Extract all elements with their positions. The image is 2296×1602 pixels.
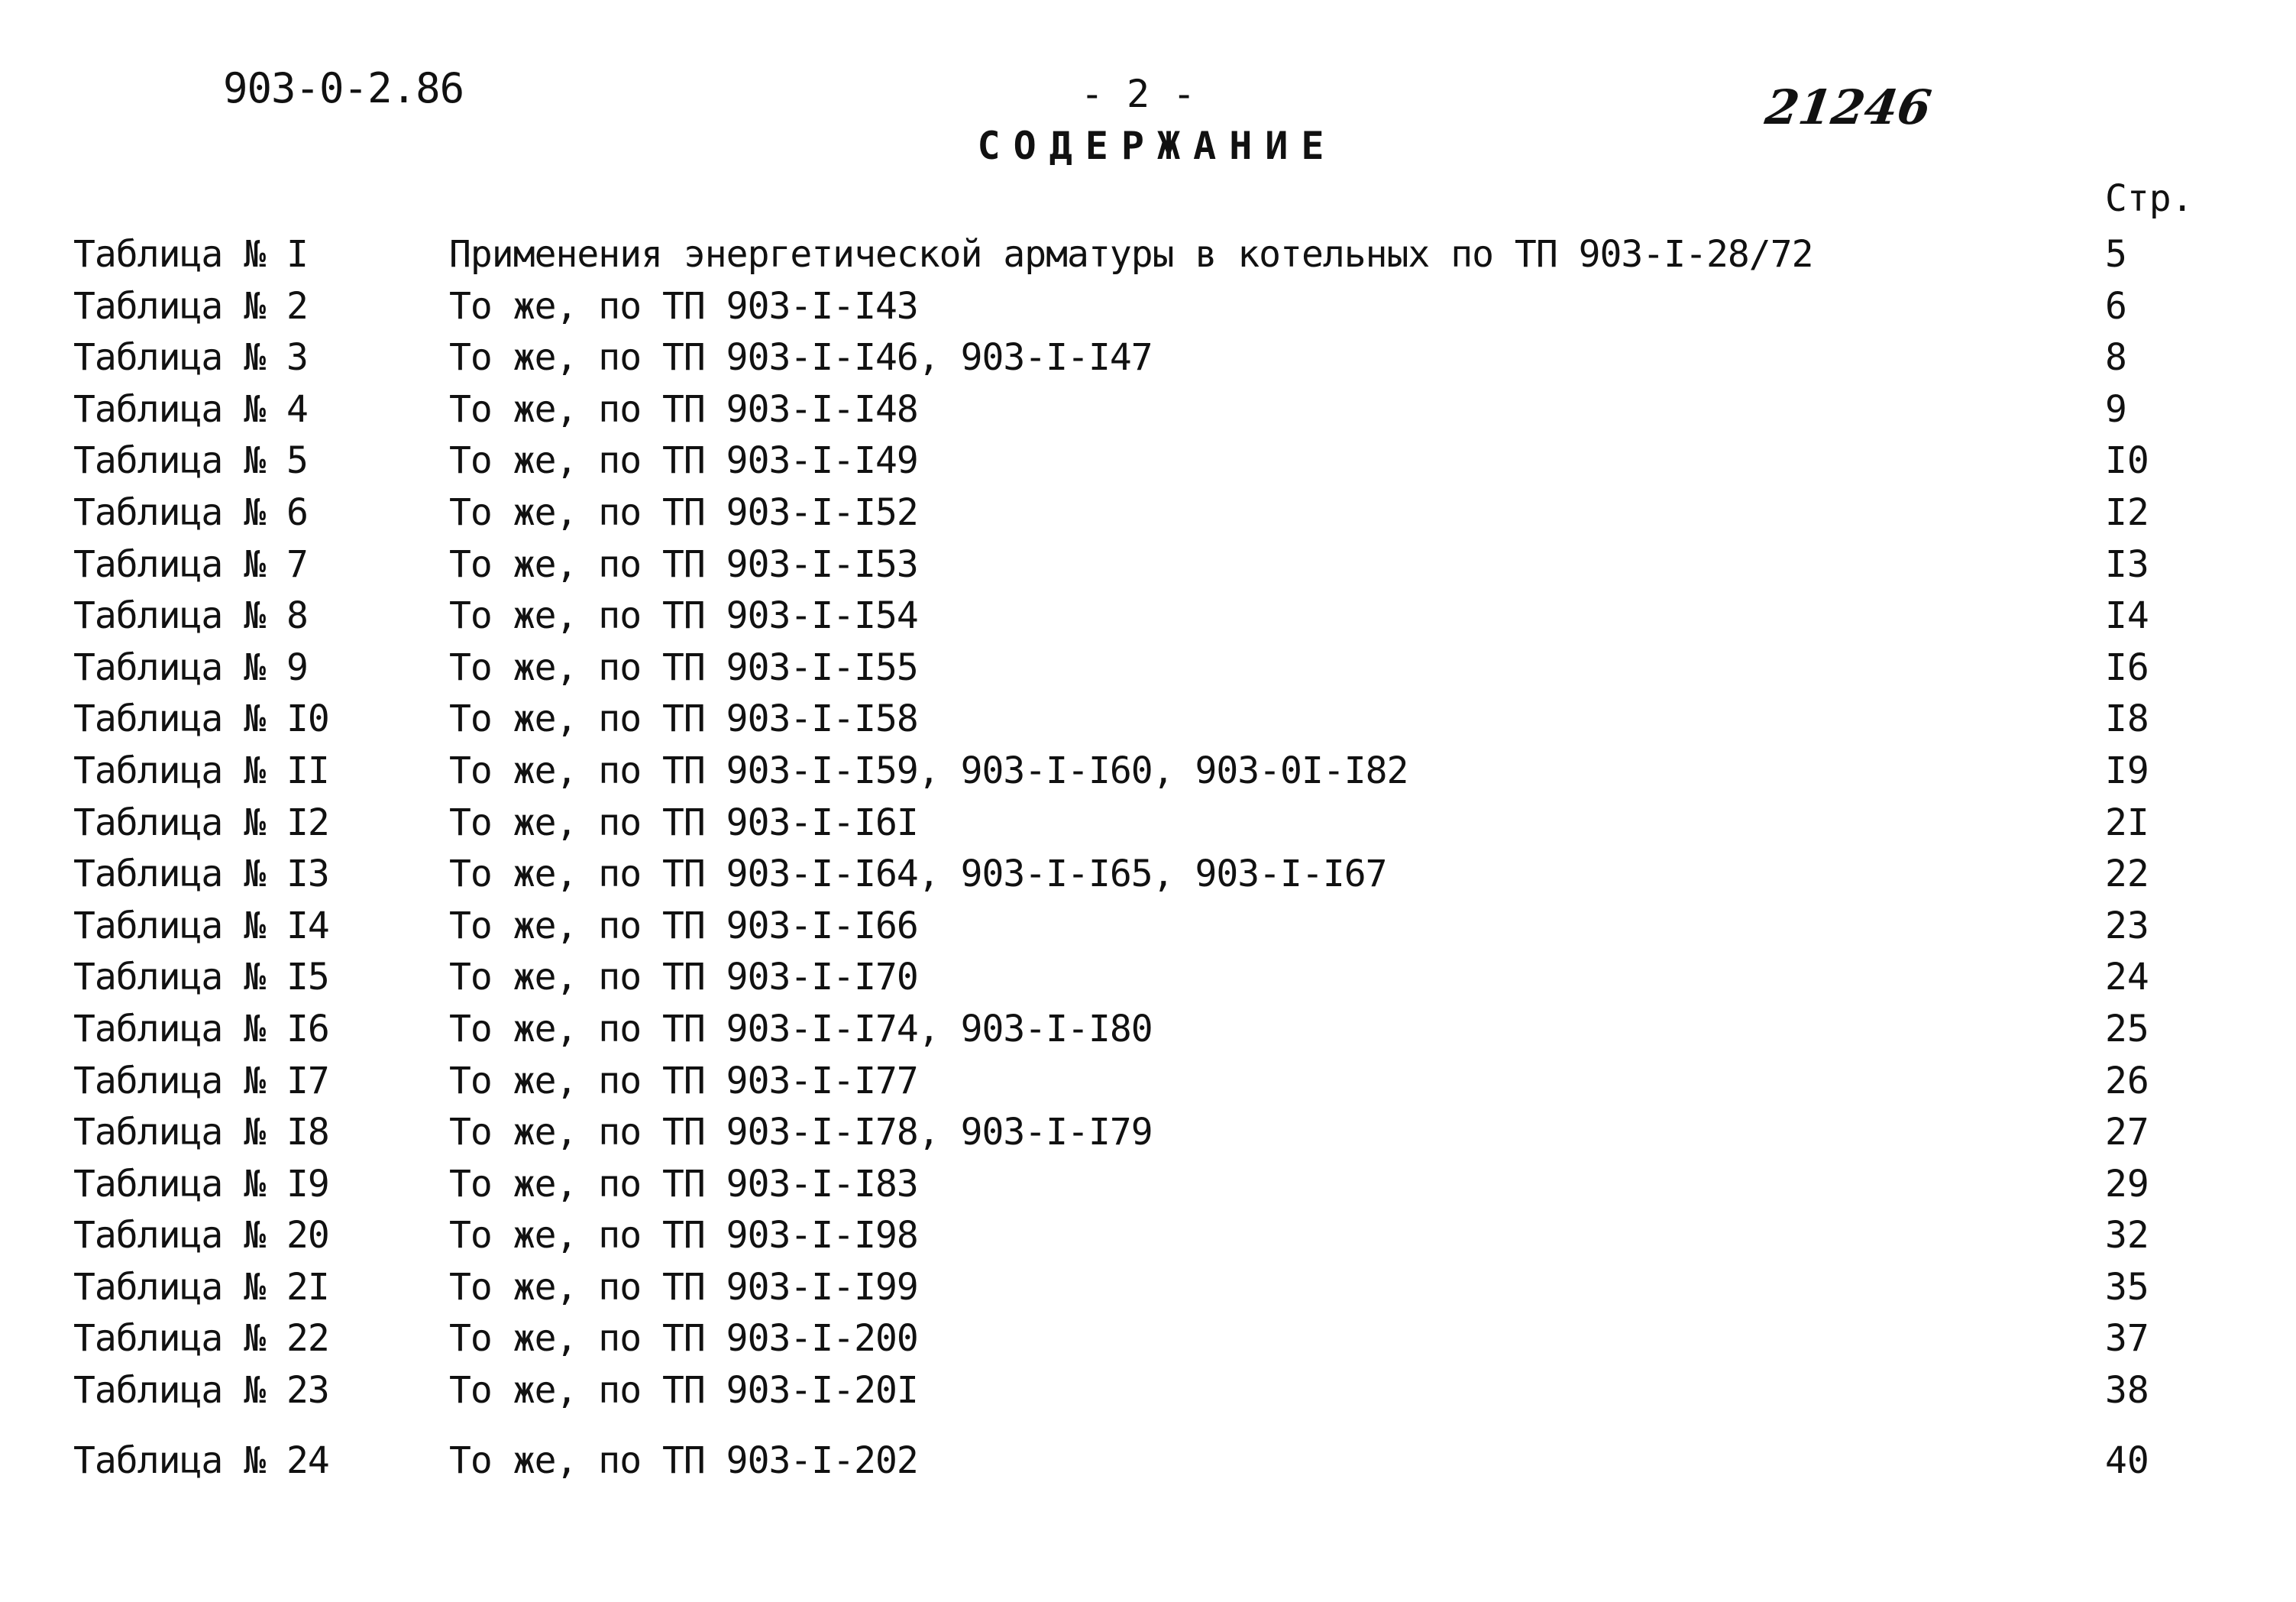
toc-description: То же, по ТП 903-I-200 xyxy=(449,1317,918,1361)
toc-description: То же, по ТП 903-I-20I xyxy=(449,1369,918,1413)
toc-description: То же, по ТП 903-I-I70 xyxy=(449,956,918,999)
toc-description: То же, по ТП 903-I-I77 xyxy=(449,1059,918,1102)
toc-page-number: I6 xyxy=(2105,646,2149,689)
toc-page-number: 9 xyxy=(2105,387,2127,431)
toc-row-19 xyxy=(73,1159,2174,1211)
toc-description: То же, по ТП 903-I-I83 xyxy=(449,1162,918,1206)
toc-row-16 xyxy=(73,1004,2174,1056)
toc-label: Таблица № I5 xyxy=(73,956,329,999)
toc-description: То же, по ТП 903-I-I99 xyxy=(449,1265,918,1309)
toc-label: Таблица № 2 xyxy=(73,284,308,328)
page-number: - 2 - xyxy=(1080,72,1196,116)
toc-page-number: 8 xyxy=(2105,336,2127,380)
toc-description: То же, по ТП 903-I-I54 xyxy=(449,594,918,638)
toc-row-23 xyxy=(73,1365,2174,1417)
toc-row-11 xyxy=(73,746,2174,798)
toc-page-number: I2 xyxy=(2105,490,2149,534)
toc-label: Таблица № I3 xyxy=(73,853,329,896)
toc-row-18 xyxy=(73,1107,2174,1159)
toc-page-number: 24 xyxy=(2105,956,2149,999)
toc-description: То же, по ТП 903-I-I66 xyxy=(449,904,918,947)
toc-description: То же, по ТП 903-I-I64, 903-I-I65, 903-I-I67 xyxy=(449,853,1387,896)
toc-row-7 xyxy=(73,539,2174,591)
toc-description: То же, по ТП 903-I-I6I xyxy=(449,801,918,844)
toc-label: Таблица № 7 xyxy=(73,542,308,586)
toc-row-17 xyxy=(73,1056,2174,1108)
toc-page-number: 6 xyxy=(2105,284,2127,328)
toc-page-number: 27 xyxy=(2105,1111,2149,1154)
toc-description: То же, по ТП 903-I-I55 xyxy=(449,646,918,689)
toc-description: То же, по ТП 903-I-202 xyxy=(449,1439,918,1482)
toc-page-number: 37 xyxy=(2105,1317,2149,1361)
toc-label: Таблица № 8 xyxy=(73,594,308,638)
toc-page-number: 22 xyxy=(2105,853,2149,896)
toc-page-number: I4 xyxy=(2105,594,2149,638)
toc-label: Таблица № 3 xyxy=(73,336,308,380)
toc-description: То же, по ТП 903-I-I53 xyxy=(449,542,918,586)
toc-description: То же, по ТП 903-I-I49 xyxy=(449,439,918,483)
toc-row-3 xyxy=(73,332,2174,384)
toc-label: Таблица № I8 xyxy=(73,1111,329,1154)
toc-row-22 xyxy=(73,1313,2174,1365)
toc-label: Таблица № I4 xyxy=(73,904,329,947)
toc-page-number: 38 xyxy=(2105,1369,2149,1413)
toc-label: Таблица № 24 xyxy=(73,1439,329,1482)
toc-page-number: I8 xyxy=(2105,697,2149,741)
toc-row-24 xyxy=(73,1435,2174,1487)
toc-row-12 xyxy=(73,798,2174,850)
toc-row-1 xyxy=(73,229,2174,281)
toc-row-9 xyxy=(73,642,2174,694)
toc-page-number: I3 xyxy=(2105,542,2149,586)
toc-label: Таблица № I2 xyxy=(73,801,329,844)
toc-description: То же, по ТП 903-I-I52 xyxy=(449,490,918,534)
toc-row-21 xyxy=(73,1262,2174,1314)
toc-label: Таблица № II xyxy=(73,749,329,792)
toc-page-number: 32 xyxy=(2105,1214,2149,1257)
toc-row-20 xyxy=(73,1210,2174,1262)
toc-description: То же, по ТП 903-I-I48 xyxy=(449,387,918,431)
toc-label: Таблица № I6 xyxy=(73,1007,329,1050)
toc-label: Таблица № 23 xyxy=(73,1369,329,1413)
toc-row-8 xyxy=(73,591,2174,642)
toc-description: То же, по ТП 903-I-I46, 903-I-I47 xyxy=(449,336,1153,380)
toc-label: Таблица № I9 xyxy=(73,1162,329,1206)
toc-row-4 xyxy=(73,384,2174,436)
toc-label: Таблица № I7 xyxy=(73,1059,329,1102)
toc-page-number: 2I xyxy=(2105,801,2149,844)
toc-label: Таблица № 20 xyxy=(73,1214,329,1257)
doc-code: 903-0-2.86 xyxy=(223,64,464,112)
toc-row-2 xyxy=(73,281,2174,333)
toc-description: То же, по ТП 903-I-I43 xyxy=(449,284,918,328)
toc-label: Таблица № 22 xyxy=(73,1317,329,1361)
toc-row-5 xyxy=(73,435,2174,487)
toc-label: Таблица № I xyxy=(73,233,308,276)
toc-page-number: 35 xyxy=(2105,1265,2149,1309)
toc-page-number: 40 xyxy=(2105,1439,2149,1482)
toc-page-number: 5 xyxy=(2105,233,2127,276)
toc-description: То же, по ТП 903-I-I58 xyxy=(449,697,918,741)
toc-description: То же, по ТП 903-I-I98 xyxy=(449,1214,918,1257)
page-title: СОДЕРЖАНИЕ xyxy=(977,124,1337,168)
toc-description: То же, по ТП 903-I-I74, 903-I-I80 xyxy=(449,1007,1153,1050)
toc-label: Таблица № 2I xyxy=(73,1265,329,1309)
toc-label: Таблица № I0 xyxy=(73,697,329,741)
toc-page-number: 26 xyxy=(2105,1059,2149,1102)
toc-row-6 xyxy=(73,487,2174,539)
toc-label: Таблица № 4 xyxy=(73,387,308,431)
toc-page-number: 29 xyxy=(2105,1162,2149,1206)
toc-row-13 xyxy=(73,849,2174,901)
toc-description: Применения энергетической арматуры в котельных по ТП 903-I-28/72 xyxy=(449,233,1813,276)
page-column-header: Стр. xyxy=(2105,177,2194,220)
toc-description: То же, по ТП 903-I-I78, 903-I-I79 xyxy=(449,1111,1153,1154)
toc-label: Таблица № 9 xyxy=(73,646,308,689)
toc-row-14 xyxy=(73,901,2174,953)
toc-page-number: 23 xyxy=(2105,904,2149,947)
archive-number: 21246 xyxy=(1761,79,1935,135)
toc-row-10 xyxy=(73,694,2174,746)
toc-page-number: I0 xyxy=(2105,439,2149,483)
toc-label: Таблица № 6 xyxy=(73,490,308,534)
toc-row-15 xyxy=(73,952,2174,1004)
toc-page-number: I9 xyxy=(2105,749,2149,792)
toc-label: Таблица № 5 xyxy=(73,439,308,483)
toc-page-number: 25 xyxy=(2105,1007,2149,1050)
table-of-contents xyxy=(73,229,2174,1487)
toc-description: То же, по ТП 903-I-I59, 903-I-I60, 903-0I-I82 xyxy=(449,749,1408,792)
